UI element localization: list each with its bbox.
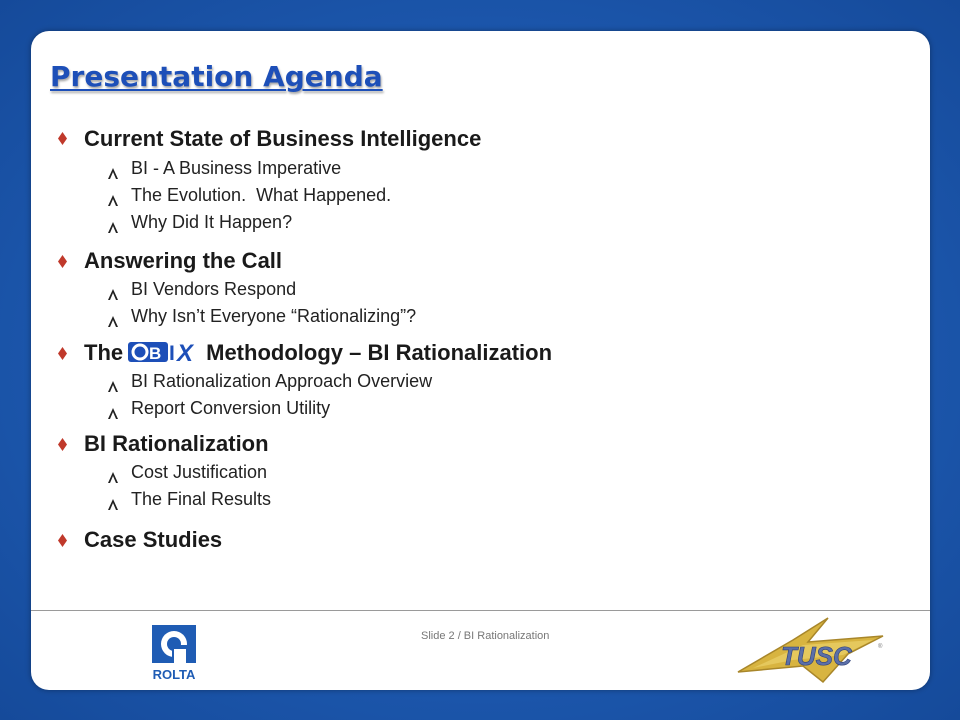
agenda-item-2: Answering the Call — [84, 248, 283, 273]
agenda-item-3-suffix: Methodology – BI Rationalization — [206, 340, 553, 365]
arrow-bullet-icon — [108, 381, 118, 393]
agenda-item-1: Current State of Business Intelligence — [84, 126, 482, 151]
svg-text:®: ® — [878, 644, 883, 650]
svg-text:X: X — [177, 340, 194, 364]
rolta-logo-text: ROLTA — [152, 667, 196, 682]
agenda-item-4: BI Rationalization — [84, 431, 269, 456]
agenda-subitem: Why Did It Happen? — [131, 212, 293, 232]
agenda-subitem: Cost Justification — [131, 462, 268, 482]
agenda-subitem: BI Vendors Respond — [131, 279, 297, 299]
diamond-bullet-icon — [58, 534, 67, 547]
agenda-subitem: The Evolution. What Happened. — [131, 185, 392, 205]
agenda-subitem: Why Isn’t Everyone “Rationalizing”? — [131, 306, 417, 326]
tusc-logo-text: TUSC — [781, 641, 852, 671]
diamond-bullet-icon — [58, 438, 67, 451]
arrow-bullet-icon — [108, 499, 118, 511]
agenda-subitem: The Final Results — [131, 489, 272, 509]
agenda-subitem: BI Rationalization Approach Overview — [131, 371, 433, 391]
svg-text:B: B — [149, 344, 162, 363]
page-title: Presentation Agenda — [50, 60, 383, 93]
agenda-item-3-prefix: The — [84, 340, 124, 365]
arrow-bullet-icon — [108, 316, 118, 328]
diamond-bullet-icon — [58, 255, 67, 268]
tusc-logo — [733, 610, 893, 690]
agenda-item-3 — [84, 340, 552, 366]
slide-footer-info: Slide 2 / BI Rationalization — [421, 630, 550, 642]
diamond-bullet-icon — [58, 132, 67, 145]
rolta-logo — [150, 623, 198, 685]
diamond-bullet-icon — [58, 347, 67, 360]
svg-text:I: I — [169, 342, 175, 364]
arrow-bullet-icon — [108, 168, 118, 180]
agenda-item-5: Case Studies — [84, 527, 223, 552]
arrow-bullet-icon — [108, 222, 118, 234]
arrow-bullet-icon — [108, 289, 118, 301]
agenda-subitem: Report Conversion Utility — [131, 398, 331, 418]
obix-logo — [127, 340, 202, 364]
arrow-bullet-icon — [108, 408, 118, 420]
arrow-bullet-icon — [108, 195, 118, 207]
agenda-subitem: BI - A Business Imperative — [131, 158, 342, 178]
arrow-bullet-icon — [108, 472, 118, 484]
